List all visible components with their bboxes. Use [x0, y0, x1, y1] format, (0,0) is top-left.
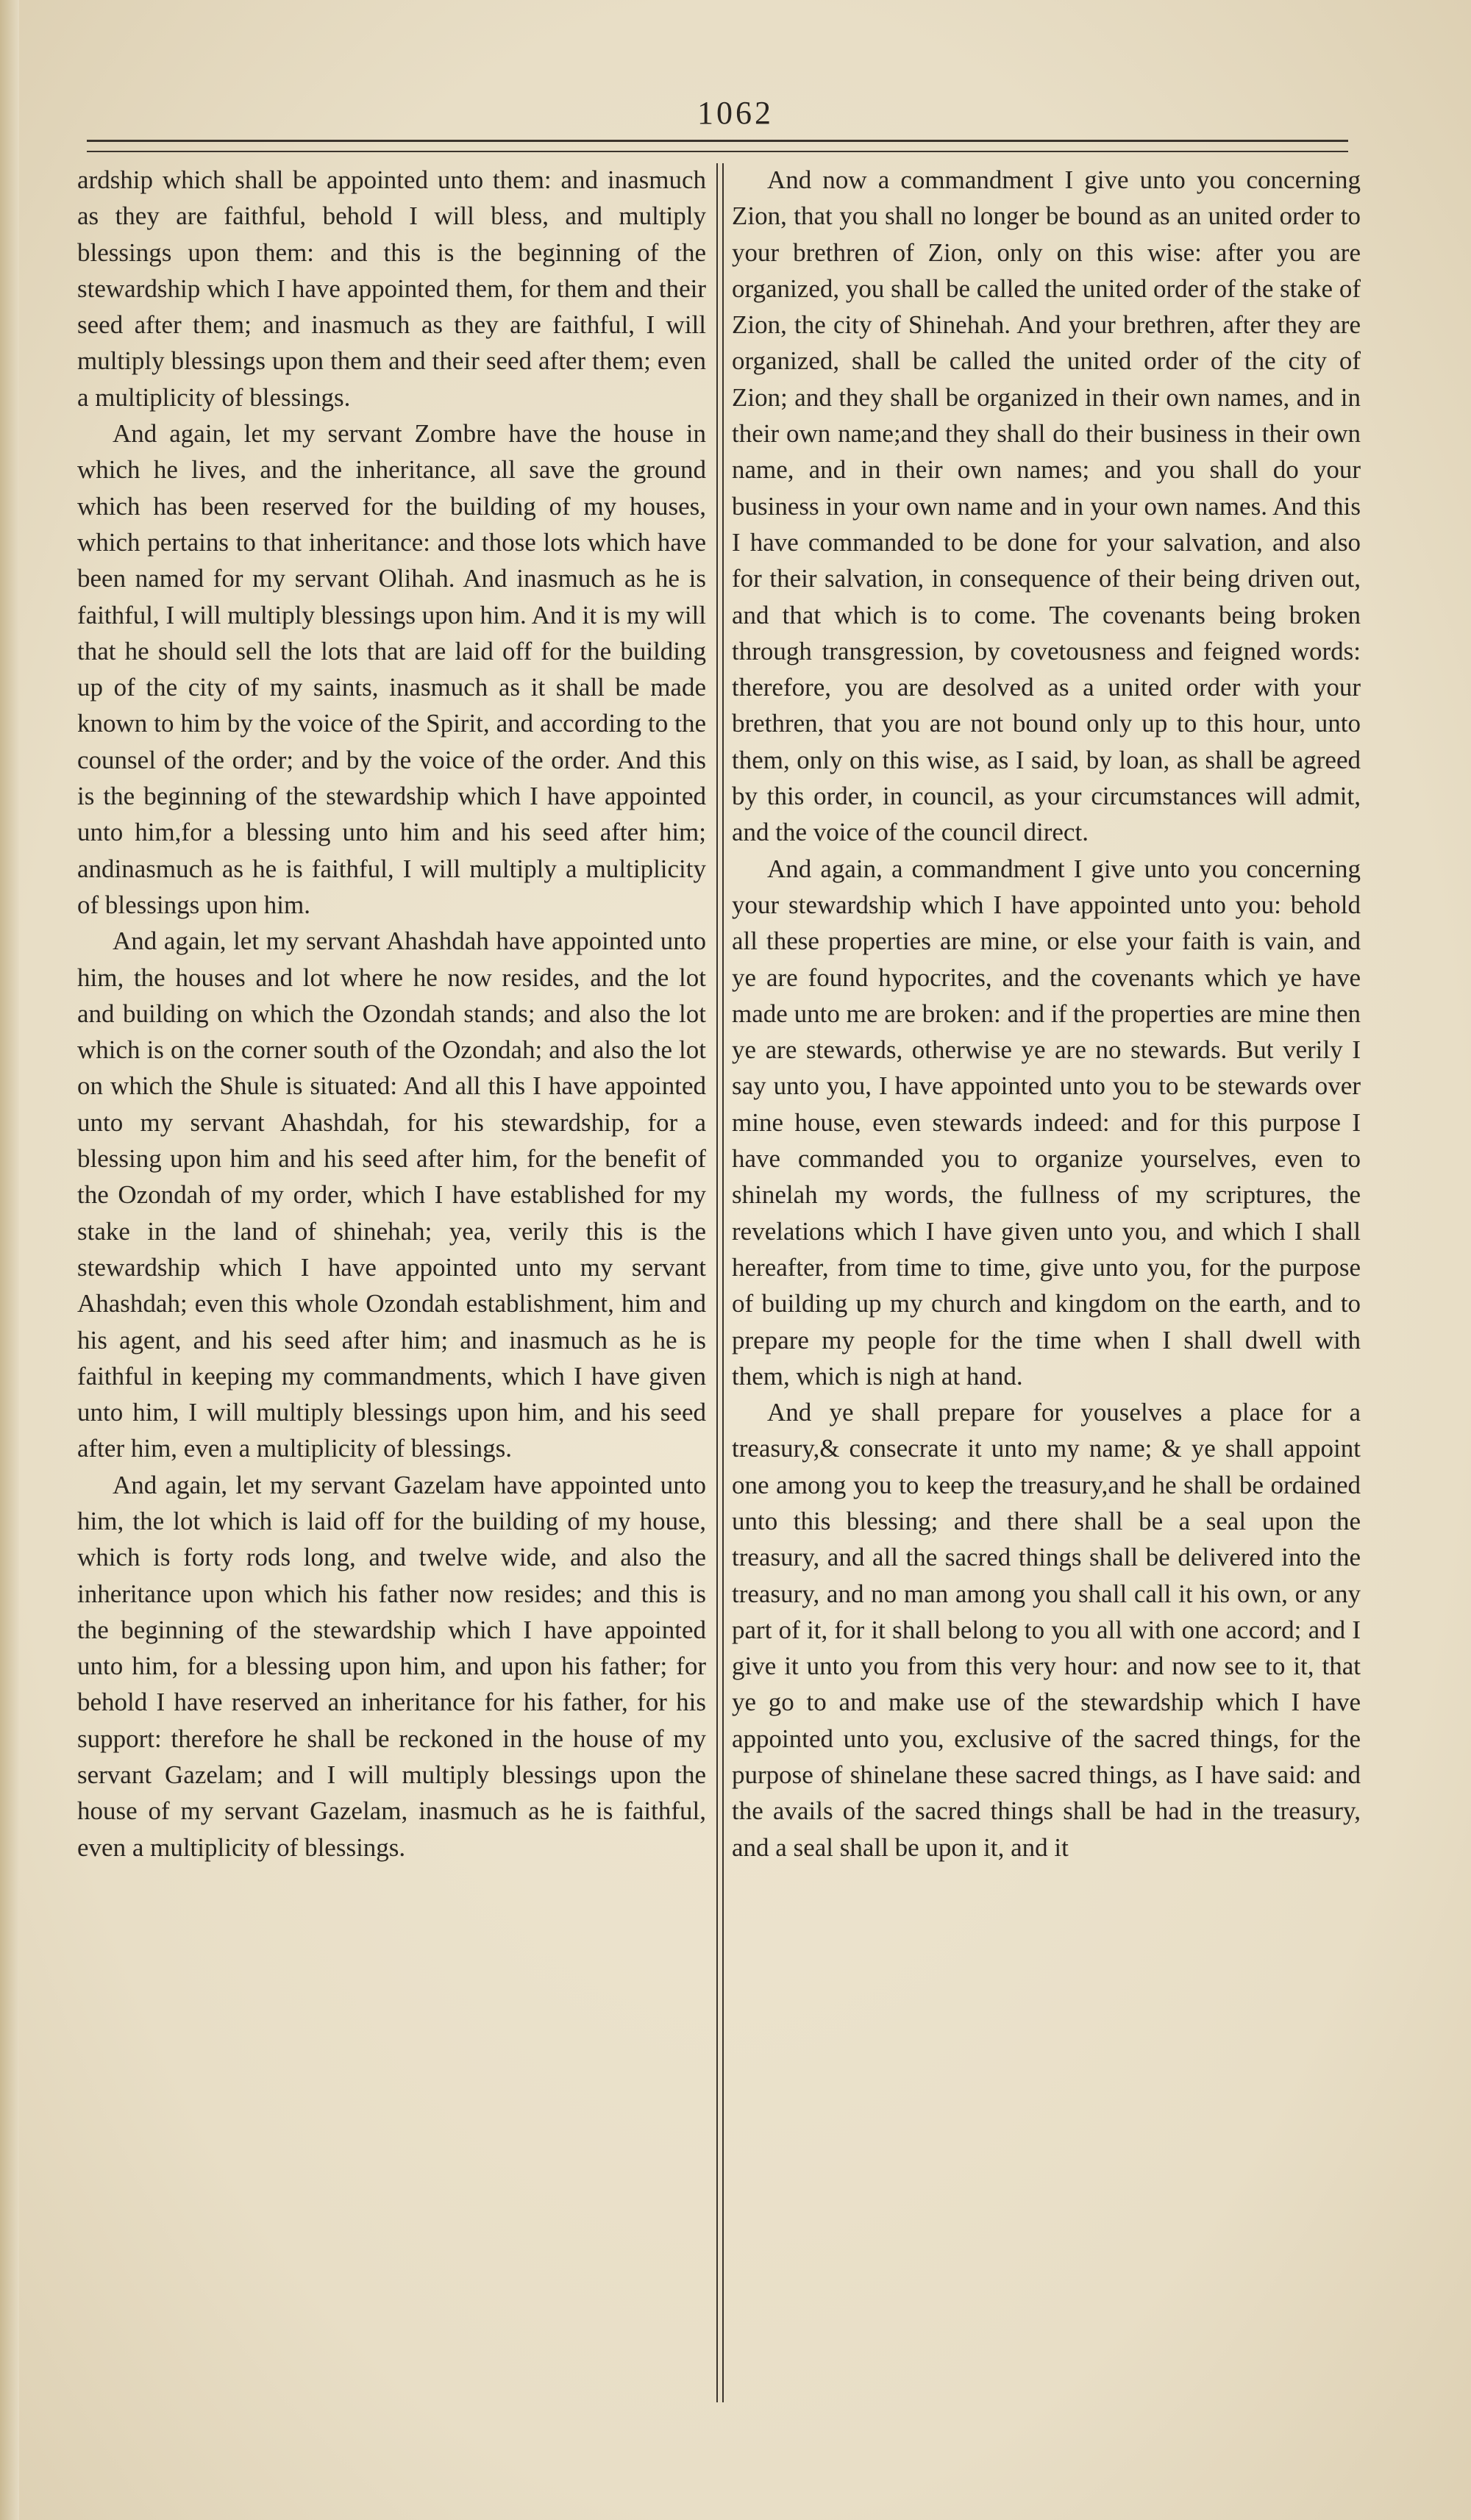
page-binding-edge: [0, 0, 19, 2520]
paragraph: And again, a commandment I give unto you concerning your stewardship which I have appointed unto you: behold all these properties are mine, or else your faith is vain, and ye are found hypocrites, and the covenants which ye have made unto me are broken: and if the properties are mine then ye are stewards, otherwise ye are no stewards. But verily I say unto you, I have appointed unto you to be stewards over mine house, even stewards indeed: and for this purpose I have commanded you to organize yourselves, even to shinelah my words, the fullness of my scriptures, the revelations which I have given unto you, and which I shall hereafter, from time to time, give unto you, for the purpose of building up my church and kingdom on the earth, and to prepare my people for the time when I shall dwell with them, which is nigh at hand.: [732, 854, 1361, 1391]
paragraph: And ye shall prepare for youselves a place for a treasury,& consecrate it unto my name; & ye shall appoint one among you to keep the treasury,and he shall be ordained unto this blessing; and there shall be a seal upon the treasury, and all the sacred things shall be delivered into the treasury, and no man among you shall call it his own, or any part of it, for it shall belong to you all with one accord; and I give it unto you from this very hour: and now see to it, that ye go to and make use of the stewardship which I have appointed unto you, exclusive of the sacred things, for the purpose of shinelane these sacred things, as I have said: and the avails of the sacred things shall be had in the treasury, and a seal shall be upon it, and it: [732, 1398, 1361, 1862]
paragraph: And again, let my servant Gazelam have appointed unto him, the lot which is laid off for the building of my house, which is forty rods long, and twelve wide, and also the inheritance upon which his father now resides; and this is the beginning of the stewardship which I have appointed unto him, for a blessing upon him, and upon his father; for behold I have reserved an inheritance for his father, for his support: therefore he shall be reckoned in the house of my servant Gazelam; and I will multiply blessings upon the house of my servant Gazelam, inasmuch as he is faithful, even a multiplicity of blessings.: [77, 1470, 706, 1862]
paragraph: And now a commandment I give unto you concerning Zion, that you shall no longer be bound as an united order to your brethren of Zion, only on this wise: after you are organized, you shall be called the united order of the stake of Zion, the city of Shinehah. And your brethren, after they are organized, shall be called the united order of the city of Zion; and they shall be organized in their own names, and in their own name;and they shall do their business in their own name, and in their own names; and you shall do your business in your own name and in your own names. And this I have commanded to be done for your salvation, and also for their salvation, in consequence of their being driven out, and that which is to come. The covenants being broken through transgression, by covetousness and feigned words: therefore, you are desolved as a united order with your brethren, that you are not bound only up to this hour, unto them, only on this wise, as I said, by loan, as shall be agreed by this order, in council, as your circumstances will admit, and the voice of the council direct.: [732, 165, 1361, 847]
paragraph: And again, let my servant Zombre have the house in which he lives, and the inheritance, all save the ground which has been reserved for the building of my houses, which pertains to that inheritance: and those lots which have been named for my servant Olihah. And inasmuch as he is faithful, I will multiply blessings upon him. And it is my will that he should sell the lots that are laid off for the building up of the city of my saints, inasmuch as it shall be made known to him by the voice of the Spirit, and according to the counsel of the order; and by the voice of the order. And this is the beginning of the stewardship which I have appointed unto him,for a blessing unto him and his seed after him; andinasmuch as he is faithful, I will multiply a multiplicity of blessings upon him.: [77, 419, 706, 919]
column-divider: [716, 163, 718, 2402]
page-number: 1062: [697, 95, 774, 131]
left-text-column: [77, 162, 706, 2405]
header-rule-bottom: [87, 151, 1348, 152]
column-divider: [722, 163, 724, 2402]
paragraph: ardship which shall be appointed unto them: and inasmuch as they are faithful, behold I will bless, and multiply blessings upon them: and this is the beginning of the stewardship which I have appointed them, for them and their seed after them; and inasmuch as they are faithful, I will multiply blessings upon them and their seed after them; even a multiplicity of blessings.: [77, 165, 706, 412]
right-text-column: [732, 162, 1361, 2405]
header-rule-top: [87, 140, 1348, 142]
paragraph: And again, let my servant Ahashdah have appointed unto him, the houses and lot where he now resides, and the lot and building on which the Ozondah stands; and also the lot which is on the corner south of the Ozondah; and also the lot on which the Shule is situated: And all this I have appointed unto my servant Ahashdah, for his stewardship, for a blessing upon him and his seed after him, for the benefit of the Ozondah of my order, which I have established for my stake in the land of shinehah; yea, verily this is the stewardship which I have appointed unto my servant Ahashdah; even this whole Ozondah establishment, him and his agent, and his seed after him; and inasmuch as he is faithful in keeping my commandments, which I have given unto him, I will multiply blessings upon him, and his seed after him, even a multiplicity of blessings.: [77, 927, 706, 1463]
